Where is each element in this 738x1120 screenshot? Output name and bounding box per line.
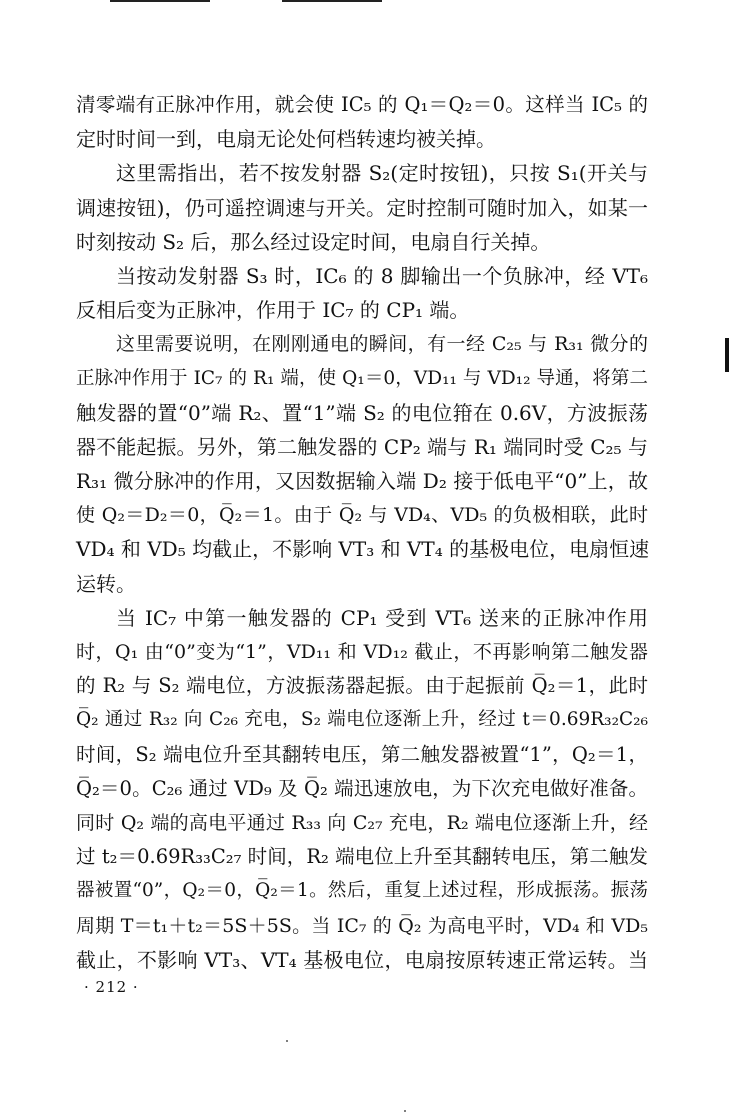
text-line: 过 t₂＝0.69R₃₃C₂₇ 时间，R₂ 端电位上升至其翻转电压，第二触发	[76, 845, 648, 869]
text-line: 当 IC₇ 中第一触发器的 CP₁ 受到 VT₆ 送来的正脉冲作用	[116, 605, 648, 630]
text-line: 截止，不影响 VT₃、VT₄ 基极电位，电扇按原转速正常运转。当	[76, 947, 648, 972]
text-line: 清零端有正脉冲作用，就会使 IC₅ 的 Q₁＝Q₂＝0。这样当 IC₅ 的	[76, 93, 648, 116]
text-line: 正脉冲作用于 IC₇ 的 R₁ 端，使 Q₁＝0，VD₁₁ 与 VD₁₂ 导通，将第二	[76, 367, 648, 389]
text-line: 器被置“0”，Q₂＝0，Q̅₂＝1。然后，重复上述过程，形成振荡。振荡	[76, 880, 648, 902]
text-line: 器不能起振。另外，第二触发器的 CP₂ 端与 R₁ 端同时受 C₂₅ 与	[76, 434, 648, 459]
header-rule-right	[282, 0, 382, 2]
text-line: 周期 T＝t₁＋t₂＝5S＋5S。当 IC₇ 的 Q̅₂ 为高电平时，VD₄ 和 VD₅	[76, 914, 648, 937]
text-line: 这里需要说明，在刚刚通电的瞬间，有一经 C₂₅ 与 R₃₁ 微分的	[116, 333, 648, 356]
text-line: 调速按钮)，仍可遥控调速与开关。定时控制可随时加入，如某一	[76, 195, 648, 220]
text-line: 时间，S₂ 端电位升至其翻转电压，第二触发器被置“1”，Q₂＝1，	[76, 742, 648, 766]
body-text	[76, 88, 648, 977]
text-line: Q̅₂＝0。C₂₆ 通过 VD₉ 及 Q̅₂ 端迅速放电，为下次充电做好准备。	[76, 776, 648, 800]
text-line: 时，Q₁ 由“0”变为“1”，VD₁₁ 和 VD₁₂ 截止，不再影响第二触发器	[76, 641, 648, 663]
text-line: VD₄ 和 VD₅ 均截止，不影响 VT₃ 和 VT₄ 的基极电位，电扇恒速	[76, 537, 650, 562]
text-line: 反相后变为正脉冲，作用于 IC₇ 的 CP₁ 端。	[76, 298, 470, 323]
header-rule-left	[110, 0, 210, 2]
text-line: 的 R₂ 与 S₂ 端电位，方波振荡器起振。由于起振前 Q̅₂＝1，此时	[76, 674, 648, 698]
page-number: · 212 ·	[84, 978, 139, 996]
margin-mark	[725, 338, 729, 372]
scan-speck	[286, 1040, 288, 1042]
text-line: R₃₁ 微分脉冲的作用，又因数据输入端 D₂ 接于低电平“0”上，故	[76, 469, 648, 494]
text-line: 当按动发射器 S₃ 时，IC₆ 的 8 脚输出一个负脉冲，经 VT₆	[116, 263, 648, 288]
text-line: Q̅₂ 通过 R₃₂ 向 C₂₆ 充电，S₂ 端电位逐渐上升，经过 t＝0.69R₃₂C₂₆	[76, 709, 648, 731]
text-line: 时刻按动 S₂ 后，那么经过设定时间，电扇自行关掉。	[76, 229, 551, 254]
scan-speck	[404, 1110, 406, 1112]
text-line: 同时 Q₂ 端的高电平通过 R₃₃ 向 C₂₇ 充电，R₂ 端电位逐渐上升，经	[76, 811, 648, 834]
text-line: 运转。	[76, 571, 136, 596]
text-line: 定时时间一到，电扇无论处何档转速均被关掉。	[76, 127, 496, 152]
text-line: 使 Q₂＝D₂＝0，Q̅₂＝1。由于 Q̅₂ 与 VD₄、VD₅ 的负极相联，此时	[76, 504, 648, 527]
text-line: 触发器的置“0”端 R₂、置“1”端 S₂ 的电位箝在 0.6V，方波振荡	[76, 400, 648, 425]
text-line: 这里需指出，若不按发射器 S₂(定时按钮)，只按 S₁(开关与	[116, 161, 648, 186]
